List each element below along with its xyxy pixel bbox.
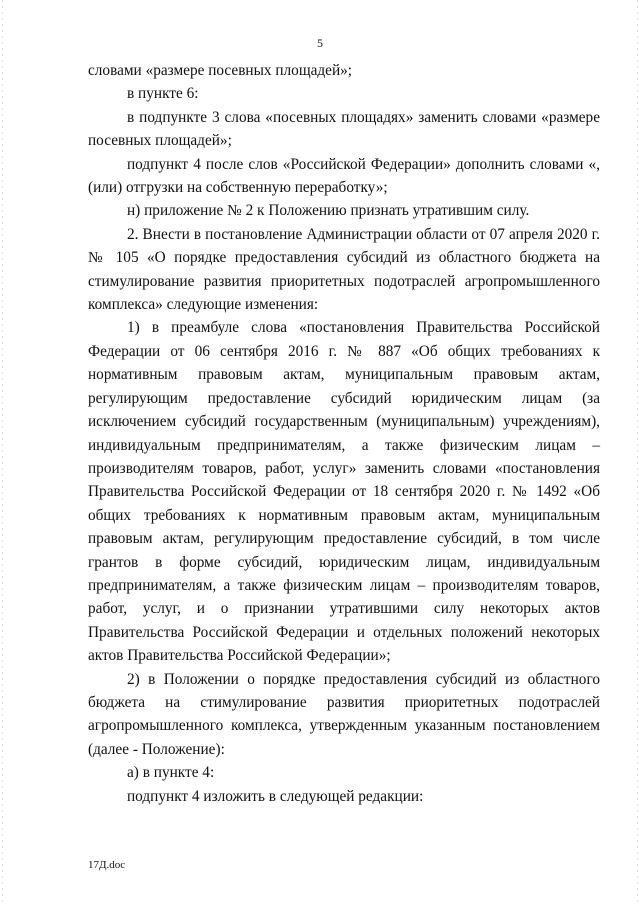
- paragraph: а) в пункте 4:: [127, 764, 215, 782]
- paragraph: подпункт 4 изложить в следующей редакции:: [127, 787, 424, 805]
- paragraph: 2. Внести в постановление Администрации области от 07 апреля 2020 г. № 105 «О порядке предоставления субсидий из областного бюджета на стимулирование развития приоритетных подотраслей агропромышленного комплекса» следующие изменения:: [88, 225, 600, 314]
- document-body: [88, 59, 600, 808]
- paragraph: в пункте 6:: [127, 85, 199, 103]
- scan-edge-left: [2, 0, 3, 905]
- paragraph: 1) в преамбуле слова «постановления Правительства Российской Федерации от 06 сентября 2016 г. № 887 «Об общих требованиях к нормативным правовым актам, муниципальным правовым актам, регулирующим предоставление субсидий юридическим лицам (за исключением субсидий государственным (муниципальным) учреждениям), индивидуальным предпринимателям, а также физическим лицам – производителям товаров, работ, услуг» заменить словами «постановления Правительства Российской Федерации от 18 сентября 2020 г. № 1492 «Об общих требованиях к нормативным правовым актам, муниципальным правовым актам, регулирующим предоставление субсидий, в том числе грантов в форме субсидий, юридическим лицам, индивидуальным предпринимателям, а также физическим лицам – производителям товаров, работ, услуг, и о признании утратившими силу некоторых актов Правительства Российской Федерации и отдельных положений некоторых актов Правительства Российской Федерации»;: [88, 319, 600, 665]
- page-number: 5: [317, 36, 323, 50]
- scan-edge-right: [637, 0, 638, 905]
- paragraph: 2) в Положении о порядке предоставления субсидий из областного бюджета на стимулирование развития приоритетных подотраслей агропромышленного комплекса, утвержденным указанным постановлением (далее - Положение):: [88, 670, 600, 758]
- paragraph: в подпункте 3 слова «посевных площадях» заменить словами «размере посевных площадей»;: [88, 108, 600, 150]
- paragraph: словами «размере посевных площадей»;: [88, 62, 353, 79]
- footer-filename: 17Д.doc: [88, 859, 126, 871]
- paragraph: н) приложение № 2 к Положению признать утратившим силу.: [127, 202, 530, 220]
- paragraph: подпункт 4 после слов «Российской Федерации» дополнить словами «, (или) отгрузки на собственную переработку»;: [88, 155, 600, 197]
